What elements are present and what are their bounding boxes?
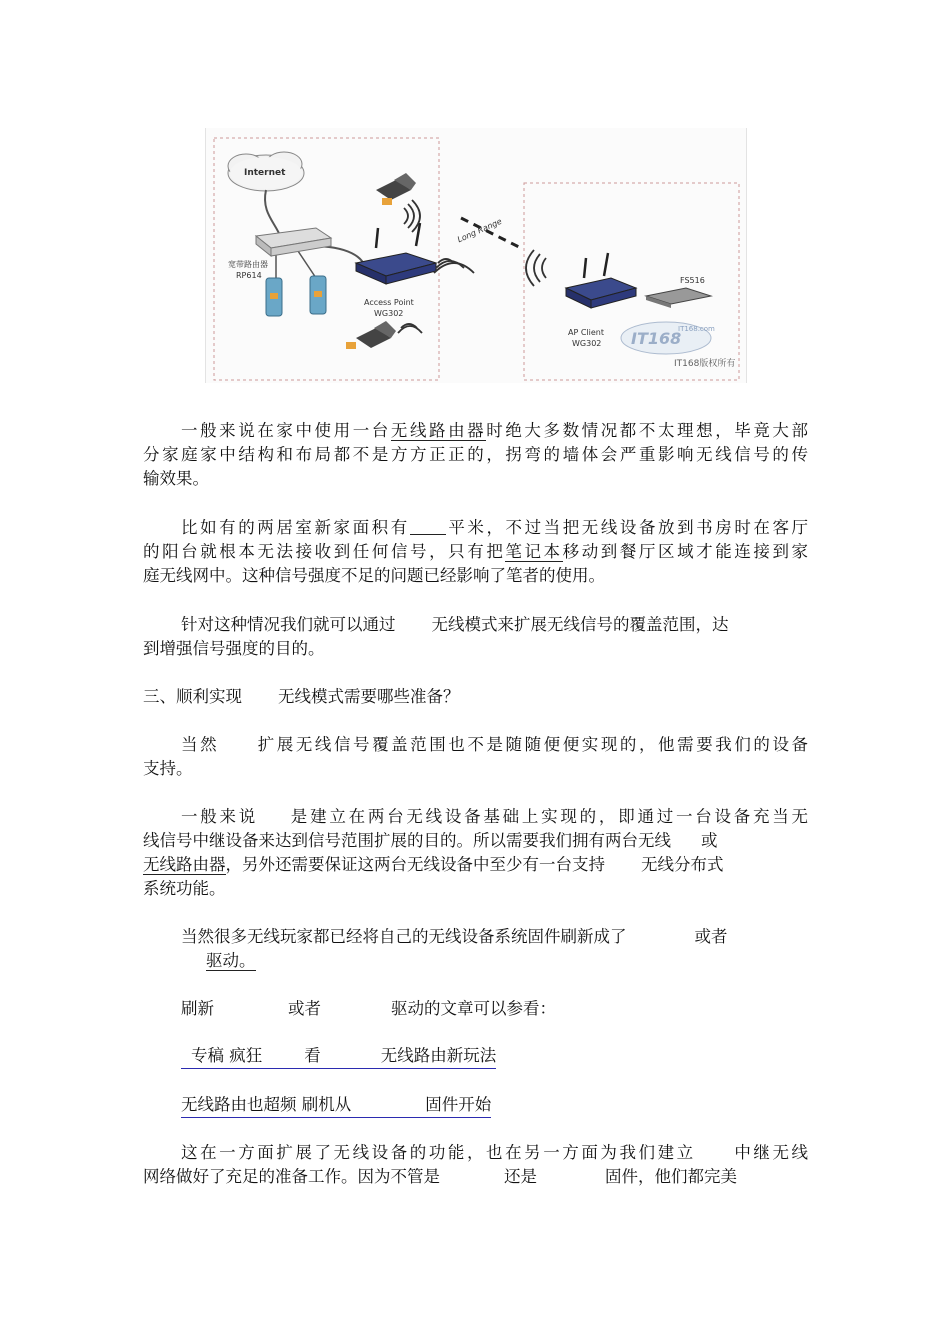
- text-line: 系统功能。: [143, 879, 226, 898]
- paragraph-6: [181, 925, 808, 973]
- paragraph-7: [181, 997, 808, 1021]
- article-link-1[interactable]: [181, 1044, 496, 1069]
- text: 固件，他们都完美: [605, 1167, 737, 1186]
- laptop-icon-top: [376, 173, 416, 205]
- ap-client-label: AP Client: [568, 328, 604, 337]
- switch-label: FS516: [680, 276, 705, 285]
- internet-label: Internet: [244, 168, 286, 178]
- keyword-link[interactable]: 笔记本: [505, 542, 563, 561]
- section-heading: [143, 685, 808, 709]
- watermark-label: IT168.com: [678, 325, 715, 333]
- text: 一般来说在家中使用一台: [181, 421, 391, 440]
- link-text[interactable]: 无线路由新玩法: [380, 1046, 497, 1065]
- keyword-link[interactable]: 驱动。: [206, 951, 256, 970]
- link-text[interactable]: 看: [304, 1046, 321, 1065]
- access-point-model-label: WG302: [374, 309, 404, 318]
- link-text[interactable]: 固件开始: [425, 1095, 492, 1114]
- access-point-icon: [356, 223, 436, 284]
- text-line: 支持。: [143, 759, 193, 778]
- ap-client-model-label: WG302: [572, 339, 602, 348]
- text-line: 庭无线网中。这种信号强度不足的问题已经影响了笔者的使用。: [143, 566, 605, 585]
- paragraph-5: [143, 805, 808, 901]
- desktop-pc-icon: [266, 276, 326, 316]
- article-link-2[interactable]: [181, 1093, 491, 1118]
- text: 中继无线: [731, 1143, 809, 1162]
- router-label: 宽带路由器: [228, 260, 268, 269]
- paragraph-2: [143, 516, 808, 588]
- blank-field: [410, 516, 446, 535]
- text-line: 分家庭家中结构和布局都不是方方正正的，拐弯的墙体会严重影响无线信号的传: [143, 445, 808, 464]
- paragraph-8: [143, 1141, 808, 1189]
- text: 线信号中继设备来达到信号范围扩展的目的。所以需要我们拥有两台无线: [143, 831, 671, 850]
- text: 当然: [181, 735, 220, 754]
- text: 平米，不过当把无线设备放到书房时在客厅: [445, 518, 809, 537]
- heading-text: 三、顺利实现: [143, 687, 242, 706]
- diagram-graphics: [206, 128, 746, 383]
- text: 是建立在两台无线设备基础上实现的，即通过一台设备充当无: [288, 807, 809, 826]
- text: 网络做好了充足的准备工作。因为不管是: [143, 1167, 440, 1186]
- laptop-icon-bottom: [346, 321, 396, 349]
- text: 或者: [694, 927, 728, 946]
- link-text[interactable]: 专稿 疯狂: [191, 1046, 263, 1065]
- long-range-label: Long Range: [456, 216, 504, 245]
- paragraph-4: [143, 733, 808, 781]
- text: 无线模式来扩展无线信号的覆盖范围，达: [431, 615, 729, 634]
- svg-text:IT168: IT168: [631, 329, 682, 348]
- paragraph-3: [143, 613, 808, 661]
- keyword-link[interactable]: 无线路由器: [390, 421, 487, 440]
- text: 或者: [288, 999, 321, 1018]
- text: 针对这种情况我们就可以通过: [181, 615, 396, 634]
- keyword-link[interactable]: 无线路由器: [143, 855, 226, 874]
- router-model-label: RP614: [236, 271, 262, 280]
- text: 比如有的两居室新家面积有: [181, 518, 410, 537]
- access-point-label: Access Point: [364, 298, 414, 307]
- text-line: 到增强信号强度的目的。: [143, 639, 325, 658]
- text: 驱动的文章可以参看：: [391, 999, 556, 1018]
- text: 扩展无线信号覆盖范围也不是随随便便实现的，他需要我们的设备: [255, 735, 809, 754]
- remote-zone-border: [524, 183, 739, 380]
- text: 一般来说: [181, 807, 259, 826]
- text-line: 输效果。: [143, 469, 209, 488]
- text: 时绝大多数情况都不太理想，毕竟大部: [486, 421, 808, 440]
- text: 这在一方面扩展了无线设备的功能，也在另一方面为我们建立: [181, 1143, 696, 1162]
- text: 无线分布式: [641, 855, 724, 874]
- switch-icon: [646, 288, 711, 308]
- heading-text: 无线模式需要哪些准备？: [278, 687, 460, 706]
- text: 刷新: [181, 999, 214, 1018]
- paragraph-1: [143, 419, 808, 491]
- text: ，另外还需要保证这两台无线设备中至少有一台支持: [225, 855, 605, 874]
- text: 还是: [504, 1167, 537, 1186]
- link-text[interactable]: 无线路由也超频 刷机从: [181, 1095, 352, 1114]
- network-diagram: [205, 128, 747, 383]
- router-icon: [256, 228, 331, 256]
- text: 或: [701, 831, 718, 850]
- svg-text:IT168版权所有: IT168版权所有: [674, 359, 736, 369]
- ap-client-icon: [566, 253, 636, 308]
- text: 的阳台就根本无法接收到任何信号，只有把: [143, 542, 506, 561]
- text: 移动到餐厅区域才能连接到家: [562, 542, 809, 561]
- text: 当然很多无线玩家都已经将自己的无线设备系统固件刷新成了: [181, 927, 627, 946]
